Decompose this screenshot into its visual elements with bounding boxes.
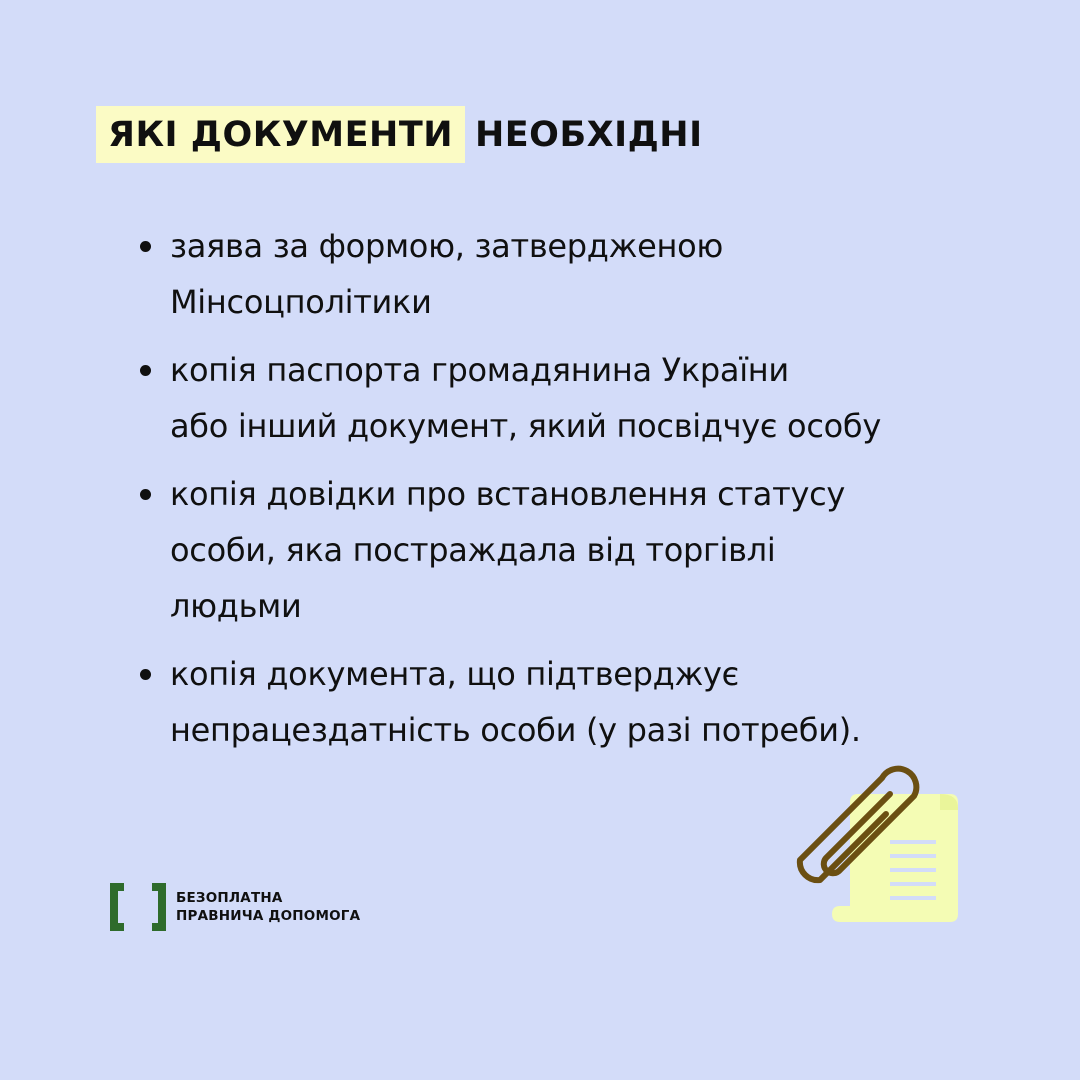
page-title xyxy=(96,106,703,163)
title-highlight: ЯКІ ДОКУМЕНТИ xyxy=(96,106,465,163)
brackets-logo-icon xyxy=(108,881,168,933)
list-item xyxy=(140,466,960,634)
list-item-line: копія довідки про встановлення статусу xyxy=(170,475,846,513)
logo xyxy=(108,881,360,933)
list-item-line: копія паспорта громадянина України xyxy=(170,351,789,389)
logo-line-1: БЕЗОПЛАТНА xyxy=(176,890,283,906)
list-item-line: особи, яка постраждала від торгівлі xyxy=(170,531,776,569)
bullet-icon xyxy=(140,365,151,376)
list-item xyxy=(140,218,960,330)
list-item-line: людьми xyxy=(170,587,302,625)
list-item xyxy=(140,342,960,454)
bullet-icon xyxy=(140,241,151,252)
logo-line-2: ПРАВНИЧА ДОПОМОГА xyxy=(176,908,361,924)
bullet-icon xyxy=(140,669,151,680)
list-item xyxy=(140,646,960,758)
list-item-line: заява за формою, затвердженою xyxy=(170,227,724,265)
list-item-line: Мінсоцполітики xyxy=(170,283,432,321)
logo-text xyxy=(176,889,360,925)
title-rest: НЕОБХІДНІ xyxy=(474,114,703,155)
list-item-line: або інший документ, який посвідчує особу xyxy=(170,407,881,445)
documents-list xyxy=(140,218,960,770)
paperclip-document-icon xyxy=(790,762,970,932)
list-item-line: копія документа, що підтверджує xyxy=(170,655,739,693)
list-item-line: непрацездатність особи (у разі потреби). xyxy=(170,711,861,749)
bullet-icon xyxy=(140,489,151,500)
